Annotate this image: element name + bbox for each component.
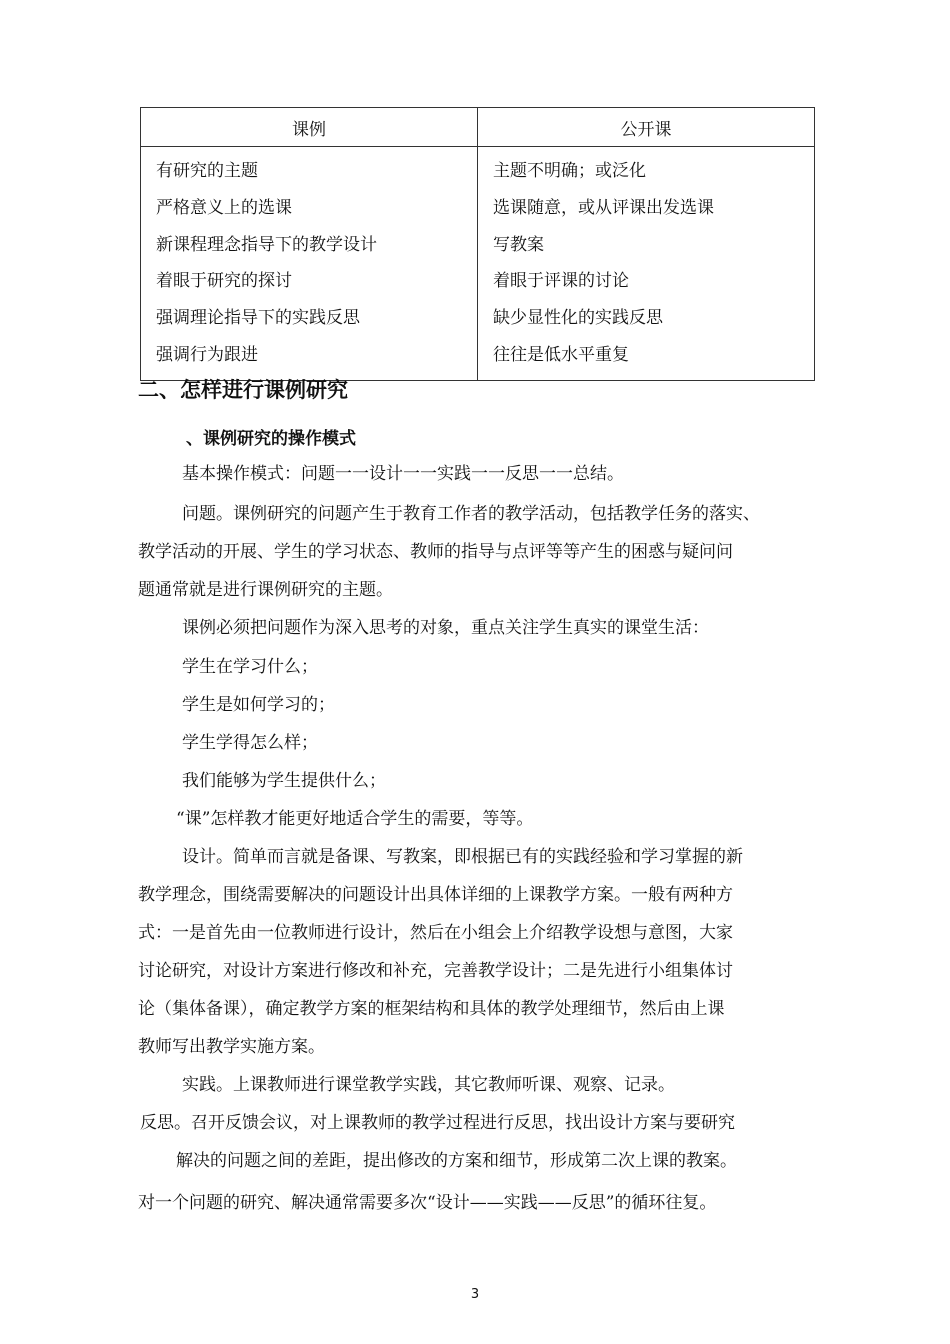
section-title: 二、怎样进行课例研究 xyxy=(138,378,348,402)
table-column-open-class xyxy=(478,147,814,380)
table-cell: 新课程理念指导下的教学设计 xyxy=(156,234,377,255)
text-line: 题通常就是进行课例研究的主题。 xyxy=(138,580,393,600)
text-line: 学生在学习什么； xyxy=(182,657,318,677)
text-line: 设计。简单而言就是备课、写教案，即根据已有的实践经验和学习掌握的新 xyxy=(182,847,743,867)
subsection-title: 、课例研究的操作模式 xyxy=(186,429,356,449)
page-number: 3 xyxy=(470,1287,480,1302)
table-cell: 选课随意，或从评课出发选课 xyxy=(493,197,714,218)
text-line: 对一个问题的研究、解决通常需要多次“设计——实践——反思”的循环往复。 xyxy=(138,1193,717,1213)
table-cell: 严格意义上的选课 xyxy=(156,197,292,218)
table-header-lesson-case: 课例 xyxy=(141,108,478,146)
text-line: 问题。课例研究的问题产生于教育工作者的教学活动，包括教学任务的落实、 xyxy=(182,504,760,524)
table-column-lesson-case xyxy=(141,147,478,380)
table-cell: 写教案 xyxy=(493,234,544,255)
table-cell: 缺少显性化的实践反思 xyxy=(493,308,663,329)
table-cell: 主题不明确；或泛化 xyxy=(493,161,646,181)
table-body xyxy=(141,147,814,380)
text-line: 解决的问题之间的差距，提出修改的方案和细节，形成第二次上课的教案。 xyxy=(176,1151,737,1171)
comparison-table xyxy=(140,107,815,381)
text-line: 反思。召开反馈会议，对上课教师的教学过程进行反思，找出设计方案与要研究 xyxy=(140,1113,735,1133)
text-line: 教学活动的开展、学生的学习状态、教师的指导与点评等等产生的困惑与疑问问 xyxy=(138,542,733,562)
text-line: 教师写出教学实施方案。 xyxy=(138,1037,325,1057)
text-line: 实践。上课教师进行课堂教学实践，其它教师听课、观察、记录。 xyxy=(182,1075,675,1095)
table-header-row xyxy=(141,108,814,147)
table-cell: 强调理论指导下的实践反思 xyxy=(156,308,360,329)
table-cell: 有研究的主题 xyxy=(156,161,258,181)
table-cell: 着眼于研究的探讨 xyxy=(156,271,292,292)
text-line: “课”怎样教才能更好地适合学生的需要，等等。 xyxy=(176,809,534,829)
table-header-open-class: 公开课 xyxy=(620,119,672,140)
text-line: 论（集体备课），确定教学方案的框架结构和具体的教学处理细节，然后由上课 xyxy=(138,999,725,1019)
text-line: 式：一是首先由一位教师进行设计，然后在小组会上介绍教学设想与意图，大家 xyxy=(138,923,733,943)
table-cell: 强调行为跟进 xyxy=(156,344,258,365)
text-line: 学生学得怎么样； xyxy=(182,733,318,753)
table-cell: 往往是低水平重复 xyxy=(493,344,629,365)
table-cell: 着眼于评课的讨论 xyxy=(493,271,629,292)
text-line: 教学理念，围绕需要解决的问题设计出具体详细的上课教学方案。一般有两种方 xyxy=(138,885,733,905)
text-line: 讨论研究，对设计方案进行修改和补充，完善教学设计；二是先进行小组集体讨 xyxy=(138,961,733,981)
text-line: 基本操作模式：问题一一设计一一实践一一反思一一总结。 xyxy=(182,464,624,484)
text-line: 学生是如何学习的； xyxy=(182,695,335,715)
text-line: 课例必须把问题作为深入思考的对象，重点关注学生真实的课堂生活： xyxy=(182,618,709,638)
text-line: 我们能够为学生提供什么； xyxy=(182,771,386,791)
